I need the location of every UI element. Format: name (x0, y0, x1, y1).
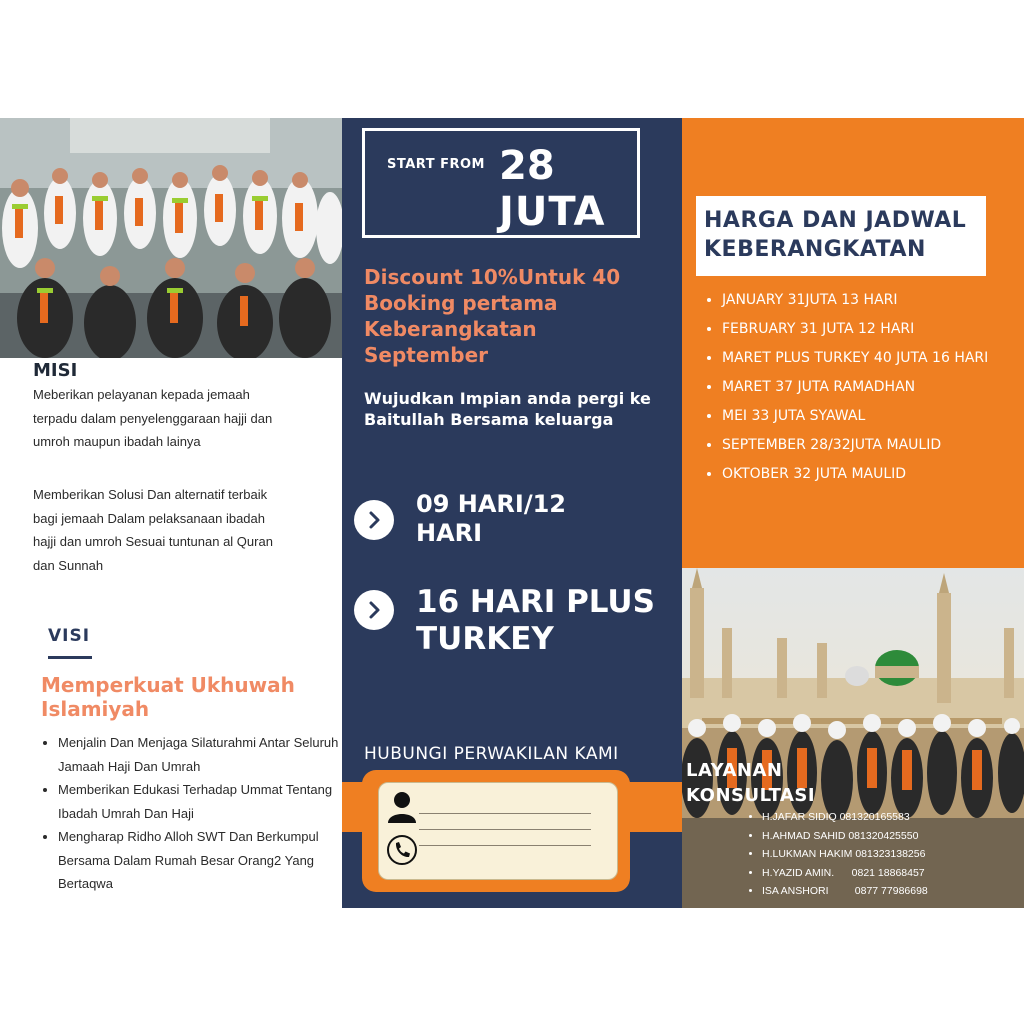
package-2-label: 16 HARI PLUS TURKEY (416, 584, 655, 657)
contact-line (419, 829, 591, 830)
misi-title: MISI (33, 360, 78, 381)
phone-icon (385, 833, 419, 867)
discount-text: Discount 10%Untuk 40 Booking pertama Keberangkatan September (364, 265, 621, 367)
right-panel (682, 118, 1024, 568)
schedule-item: • MARET PLUS TURKEY 40 JUTA 16 HARI (722, 344, 1024, 373)
user-icon (385, 789, 419, 825)
contact-line (419, 813, 591, 814)
consult-title: LAYANAN KONSULTASI (686, 760, 816, 806)
package-2-button[interactable] (354, 590, 394, 630)
schedule-title: HARGA DAN JADWAL KEBERANGKATAN (704, 208, 967, 262)
consultant-item: • H.YAZID AMIN. 0821 18868457 (762, 864, 1024, 883)
price-number: 28 (499, 143, 555, 189)
contact-title: HUBUNGI PERWAKILAN KAMI (364, 744, 619, 764)
schedule-title-box (696, 196, 986, 276)
schedule-item: • SEPTEMBER 28/32JUTA MAULID (722, 431, 1024, 460)
visi-list-item: • Memberikan Edukasi Terhadap Ummat Tentang Ibadah Umrah Dan Haji (58, 778, 348, 825)
visi-list-item: • Menjalin Dan Menjaga Silaturahmi Antar Seluruh Jamaah Haji Dan Umrah (58, 731, 348, 778)
visi-list (40, 731, 348, 896)
left-panel (0, 118, 342, 908)
consultant-item: • ISA ANSHORI 0877 77986698 (762, 882, 1024, 901)
chevron-right-icon (354, 500, 394, 540)
consultant-item: • H.LUKMAN HAKIM 081323138256 (762, 845, 1024, 864)
package-1-button[interactable] (354, 500, 394, 540)
tagline-text: Wujudkan Impian anda pergi ke Baitullah Bersama keluarga (364, 389, 651, 429)
visi-title: VISI (48, 626, 91, 646)
schedule-list (702, 286, 1024, 489)
schedule-item: • MEI 33 JUTA SYAWAL (722, 402, 1024, 431)
visi-heading: Memperkuat Ukhuwah Islamiyah (41, 673, 295, 721)
misi-paragraph-2: Memberikan Solusi Dan alternatif terbaik bagi jemaah Dalam pelaksanaan ibadah hajji dan umroh Sesuai tuntunan al Quran dan Sunnah (33, 487, 273, 573)
consultant-item: • H.JAFAR SIDIQ 081320165583 (762, 808, 1024, 827)
start-from-label: START FROM (387, 157, 485, 172)
misi-paragraph-1: Meberikan pelayanan kepada jemaah terpadu dalam penyelenggaraan hajji dan umroh maupun ibadah lainya (33, 387, 273, 449)
schedule-item: • JANUARY 31JUTA 13 HARI (722, 286, 1024, 315)
group-photo-illustration (0, 118, 342, 358)
price-unit: JUTA (499, 189, 606, 235)
price-box (362, 128, 640, 238)
middle-panel (342, 118, 682, 908)
contact-card[interactable] (378, 782, 618, 880)
consultant-item: • H.AHMAD SAHID 081320425550 (762, 827, 1024, 846)
package-1-label: 09 HARI/12 HARI (416, 490, 566, 547)
visi-list-item: • Mengharap Ridho Alloh SWT Dan Berkumpul Bersama Dalam Rumah Besar Orang2 Yang Bertaqwa (58, 825, 348, 896)
schedule-item: • OKTOBER 32 JUTA MAULID (722, 460, 1024, 489)
chevron-right-icon (354, 590, 394, 630)
schedule-item: • FEBRUARY 31 JUTA 12 HARI (722, 315, 1024, 344)
group-photo-pilgrims (0, 118, 342, 358)
visi-underline (48, 656, 92, 659)
contact-line (419, 845, 591, 846)
schedule-item: • MARET 37 JUTA RAMADHAN (722, 373, 1024, 402)
consultant-list (748, 808, 1024, 901)
